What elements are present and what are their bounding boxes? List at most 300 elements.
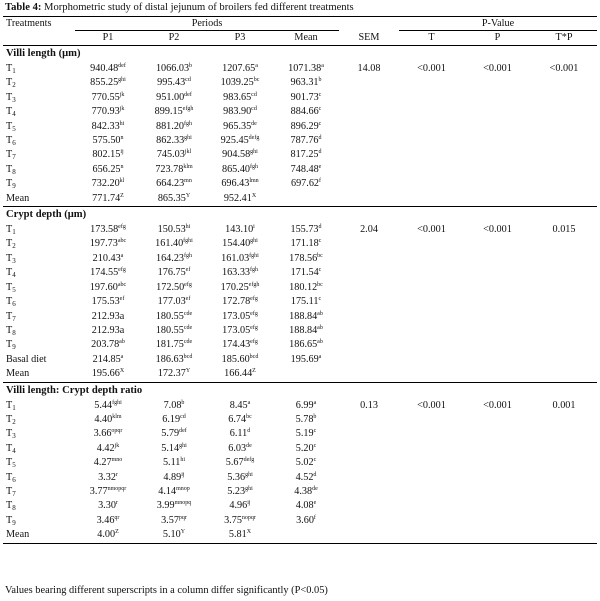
empty-cell <box>464 134 531 148</box>
header-p2: P2 <box>141 31 207 46</box>
empty-cell <box>464 456 531 470</box>
empty-cell <box>464 353 531 367</box>
empty-cell <box>531 237 597 251</box>
row-label <box>3 177 75 191</box>
empty-cell <box>464 281 531 295</box>
cell-value: 195.66 <box>91 368 120 380</box>
table-cell <box>141 237 207 251</box>
cell-value: 188.84 <box>289 310 318 322</box>
row-label-text: T <box>6 238 13 250</box>
cell-value: 180.55 <box>155 324 184 336</box>
table-cell <box>207 427 273 441</box>
table-cell <box>207 177 273 191</box>
row-label <box>3 514 75 528</box>
cell-value: 212.93a <box>91 324 125 336</box>
row-label-text: T <box>6 514 13 526</box>
row-label-text: T <box>6 310 13 322</box>
cell-value: 3.30 <box>98 500 116 512</box>
cell-value: 195.69 <box>290 353 319 365</box>
p-value-p: <0.001 <box>483 63 512 74</box>
row-label-text: T <box>6 267 13 279</box>
cell-value: 983.65 <box>223 91 252 103</box>
cell-value: 1066.03 <box>155 63 190 74</box>
table-cell <box>273 528 339 543</box>
table-cell <box>207 237 273 251</box>
table-cell <box>75 120 141 134</box>
cell-superscript: ab <box>317 339 323 346</box>
cell-value: 161.03 <box>221 252 250 264</box>
section-title-row <box>3 207 597 224</box>
row-label-text: T <box>6 178 13 190</box>
empty-cell <box>399 338 464 352</box>
cell-value: 214.85 <box>92 353 121 365</box>
cell-superscript: f <box>313 514 316 521</box>
cell-superscript: fghi <box>183 238 193 245</box>
row-label <box>3 237 75 251</box>
cell-superscript: Y <box>185 192 191 199</box>
table-cell <box>273 399 339 413</box>
table-cell <box>207 62 273 76</box>
cell-value: 173.58 <box>90 224 119 236</box>
row-label-subscript: 4 <box>12 446 16 455</box>
empty-cell <box>339 76 399 90</box>
row-label-text: Basal diet <box>6 353 47 365</box>
table-row <box>3 471 597 485</box>
table-cell <box>75 367 141 382</box>
cell-value: 4.38 <box>294 485 313 497</box>
row-label-text: T <box>6 339 13 351</box>
empty-cell <box>464 91 531 105</box>
table-cell <box>207 499 273 513</box>
cell-value: 7.08 <box>163 399 182 411</box>
cell-superscript: X <box>251 192 257 199</box>
table-caption-label: Table 4: <box>5 2 42 13</box>
cell-superscript: X <box>119 368 125 375</box>
empty-cell <box>464 148 531 162</box>
cell-value: 178.56 <box>289 252 318 264</box>
cell-value: 5.10 <box>162 529 181 541</box>
empty-cell <box>339 91 399 105</box>
cell-superscript: ghi <box>184 135 192 142</box>
row-label <box>3 62 75 76</box>
row-label <box>3 192 75 207</box>
cell-value: 3.99 <box>156 500 175 512</box>
cell-superscript: ghi <box>250 149 258 156</box>
empty-cell <box>399 192 464 207</box>
cell-superscript: ef <box>119 296 125 303</box>
empty-cell <box>464 427 531 441</box>
table-cell <box>207 353 273 367</box>
cell-superscript: c <box>318 238 322 245</box>
table-cell <box>141 471 207 485</box>
table-cell <box>75 499 141 513</box>
p-value-t: <0.001 <box>417 63 446 74</box>
cell-superscript: bc <box>317 252 323 259</box>
table-cell <box>75 338 141 352</box>
row-label <box>3 281 75 295</box>
cell-value: 575.50 <box>92 135 121 147</box>
empty-cell <box>531 76 597 90</box>
table-cell <box>273 105 339 119</box>
table-cell <box>75 413 141 427</box>
header-treatments: Treatments <box>3 17 75 31</box>
cell-superscript: def <box>179 428 187 435</box>
cell-superscript: a <box>120 252 124 259</box>
header-mean: Mean <box>273 31 339 46</box>
table-cell <box>141 62 207 76</box>
row-label-subscript: 8 <box>12 504 16 513</box>
cell-superscript: jk <box>114 442 120 449</box>
row-label-subscript: 7 <box>12 153 16 162</box>
table-cell <box>207 471 273 485</box>
cell-superscript: c <box>318 296 322 303</box>
empty-cell <box>399 237 464 251</box>
empty-cell <box>531 295 597 309</box>
table-cell <box>141 148 207 162</box>
cell-superscript: d <box>247 428 251 435</box>
row-label <box>3 485 75 499</box>
cell-value: 185.60 <box>221 353 250 365</box>
cell-value: 901.73 <box>290 91 319 103</box>
empty-cell <box>399 266 464 280</box>
cell-value: 881.20 <box>155 120 184 132</box>
table-cell <box>141 324 207 338</box>
header-p: P <box>464 31 531 46</box>
header-t: T <box>399 31 464 46</box>
table-cell <box>273 62 339 76</box>
table-row <box>3 177 597 191</box>
table-cell <box>75 192 141 207</box>
row-label <box>3 442 75 456</box>
row-label <box>3 76 75 90</box>
cell-value: 3.77 <box>89 485 108 497</box>
cell-superscript: ab <box>119 339 125 346</box>
empty-cell <box>399 120 464 134</box>
cell-value: 163.33 <box>221 267 250 279</box>
row-label <box>3 399 75 413</box>
table-row <box>3 105 597 119</box>
table-cell <box>273 76 339 90</box>
table-cell <box>273 266 339 280</box>
cell-superscript: efg <box>250 310 258 317</box>
cell-value: 899.15 <box>154 106 183 118</box>
cell-superscript: efgh <box>248 281 260 288</box>
cell-superscript: ij <box>181 471 185 478</box>
cell-superscript: bc <box>317 281 323 288</box>
cell-value: 940.48 <box>90 63 119 74</box>
table-row <box>3 324 597 338</box>
table-row <box>3 62 597 76</box>
table-cell <box>207 266 273 280</box>
cell-superscript: Y <box>180 529 186 536</box>
table-row <box>3 427 597 441</box>
section-title-row <box>3 46 597 63</box>
header-row-bottom <box>3 31 597 46</box>
empty-cell <box>339 456 399 470</box>
cell-value: 186.65 <box>289 339 318 351</box>
p-value-tp: 0.015 <box>552 224 576 236</box>
table-cell <box>273 148 339 162</box>
cell-value: 5.81 <box>228 529 247 541</box>
empty-cell <box>464 252 531 266</box>
cell-value: 161.40 <box>155 238 184 250</box>
empty-cell <box>399 134 464 148</box>
empty-cell <box>339 499 399 513</box>
cell-value: 5.19 <box>295 428 314 440</box>
row-label <box>3 324 75 338</box>
p-value-p: <0.001 <box>483 224 512 236</box>
table-cell <box>141 413 207 427</box>
cell-superscript: b <box>189 63 193 69</box>
row-label-text: Mean <box>6 192 30 204</box>
empty-cell <box>531 120 597 134</box>
table-cell <box>75 223 141 237</box>
empty-cell <box>531 163 597 177</box>
cell-superscript: jk <box>119 106 125 113</box>
section-title: Villi length: Crypt depth ratio <box>3 382 597 399</box>
cell-value: 745.03 <box>156 149 185 161</box>
table-row <box>3 76 597 90</box>
table-cell <box>273 252 339 266</box>
table-cell <box>207 105 273 119</box>
table-caption-text: Morphometric study of distal jejunum of broilers fed different treatments <box>41 2 354 13</box>
table-cell <box>141 442 207 456</box>
empty-cell <box>339 295 399 309</box>
empty-cell <box>464 310 531 324</box>
table-row <box>3 456 597 470</box>
table-row <box>3 237 597 251</box>
cell-value: 172.50 <box>156 281 185 293</box>
table-cell <box>75 237 141 251</box>
table-cell <box>273 413 339 427</box>
header-sem: SEM <box>339 31 399 46</box>
p-value-t: <0.001 <box>417 399 446 411</box>
cell-superscript: fgh <box>184 120 192 127</box>
row-label-text: T <box>6 224 13 236</box>
cell-value: 983.90 <box>223 106 252 118</box>
cell-value: 174.55 <box>90 267 119 279</box>
empty-cell <box>339 266 399 280</box>
empty-cell <box>399 514 464 528</box>
row-label-subscript: 1 <box>12 403 16 412</box>
cell-superscript: efg <box>118 267 126 274</box>
empty-cell <box>531 514 597 528</box>
table-cell <box>141 105 207 119</box>
table-cell <box>273 134 339 148</box>
empty-cell <box>339 163 399 177</box>
cell-value: 748.48 <box>290 163 319 175</box>
row-label-text: T <box>6 106 13 118</box>
row-label-subscript: 3 <box>12 95 16 104</box>
cell-superscript: def <box>118 63 126 69</box>
empty-cell <box>464 367 531 382</box>
cell-superscript: e <box>318 163 322 170</box>
table-cell <box>207 192 273 207</box>
empty-cell <box>531 456 597 470</box>
cell-value: 197.73 <box>89 238 118 250</box>
cell-value: 696.43 <box>221 178 250 190</box>
cell-superscript: c <box>313 442 317 449</box>
cell-value: 5.02 <box>295 457 314 469</box>
row-label-text: T <box>6 281 13 293</box>
cell-superscript: mno <box>111 457 123 464</box>
cell-value: 5.44 <box>94 399 113 411</box>
cell-superscript: d <box>318 224 322 231</box>
cell-value: 197.60 <box>89 281 118 293</box>
cell-superscript: de <box>312 485 318 492</box>
cell-value: 186.63 <box>155 353 184 365</box>
empty-cell <box>399 499 464 513</box>
empty-cell <box>339 177 399 191</box>
cell-value: 770.93 <box>91 106 120 118</box>
table-cell <box>207 456 273 470</box>
empty-cell <box>531 148 597 162</box>
row-label-subscript: 5 <box>12 124 16 133</box>
cell-superscript: c <box>318 106 322 113</box>
cell-superscript: nmopqr <box>107 485 127 492</box>
empty-cell <box>531 485 597 499</box>
row-label-text: T <box>6 163 13 175</box>
table-footnote: Values bearing different superscripts in a column differ significantly (P<0.05) <box>5 585 328 596</box>
table-cell <box>207 252 273 266</box>
cell-value: 4.27 <box>93 457 112 469</box>
row-label-text: T <box>6 149 13 161</box>
cell-superscript: def <box>184 91 192 98</box>
cell-value: 188.84 <box>289 324 318 336</box>
cell-superscript: abc <box>117 281 127 288</box>
table-cell <box>141 192 207 207</box>
table-cell <box>141 295 207 309</box>
empty-cell <box>399 105 464 119</box>
table-row <box>3 499 597 513</box>
row-label-text: T <box>6 413 13 425</box>
row-label-subscript: 4 <box>12 110 16 119</box>
table-cell <box>141 514 207 528</box>
table-cell <box>273 177 339 191</box>
empty-cell <box>531 310 597 324</box>
cell-value: 3.66 <box>93 428 112 440</box>
row-label <box>3 120 75 134</box>
header-periods: Periods <box>75 17 339 31</box>
empty-cell <box>339 134 399 148</box>
cell-value: 4.40 <box>94 413 113 425</box>
cell-value: 865.35 <box>157 192 186 204</box>
table-cell <box>141 427 207 441</box>
row-label-subscript: 5 <box>12 461 16 470</box>
cell-superscript: efg <box>250 296 258 303</box>
table-cell <box>141 353 207 367</box>
cell-value: 965.35 <box>223 120 252 132</box>
empty-cell <box>464 266 531 280</box>
empty-cell <box>531 471 597 485</box>
table-cell <box>207 338 273 352</box>
cell-superscript: c <box>313 457 317 464</box>
cell-value: 3.57 <box>161 514 179 526</box>
table-row <box>3 413 597 427</box>
cell-superscript: b <box>318 77 322 84</box>
cell-value: 212.93a <box>91 310 125 322</box>
cell-value: 4.52 <box>295 471 314 483</box>
cell-value: 171.54 <box>290 267 319 279</box>
cell-superscript: Z <box>252 368 256 375</box>
cell-superscript: d <box>318 135 322 142</box>
empty-cell <box>339 367 399 382</box>
cell-superscript: X <box>246 529 252 536</box>
table-cell <box>75 528 141 543</box>
table-cell <box>75 485 141 499</box>
cell-value: 203.78 <box>91 339 120 351</box>
table-body <box>3 46 597 544</box>
table-cell <box>75 310 141 324</box>
empty-cell <box>531 105 597 119</box>
table-cell <box>273 499 339 513</box>
empty-cell <box>399 91 464 105</box>
row-label-text: T <box>6 135 13 147</box>
row-label <box>3 266 75 280</box>
row-label <box>3 427 75 441</box>
row-label <box>3 134 75 148</box>
table-row <box>3 223 597 237</box>
row-label <box>3 338 75 352</box>
table-cell <box>207 91 273 105</box>
table-cell <box>141 177 207 191</box>
table-row <box>3 120 597 134</box>
table-cell <box>75 281 141 295</box>
empty-cell <box>464 499 531 513</box>
cell-superscript: ij <box>247 500 251 507</box>
cell-value: 1071.38 <box>288 63 322 74</box>
cell-value: 3.46 <box>96 514 115 526</box>
row-label <box>3 223 75 237</box>
table-cell <box>273 295 339 309</box>
empty-cell <box>339 514 399 528</box>
cell-value: 656.25 <box>92 163 121 175</box>
row-label-text: T <box>6 324 13 336</box>
table-cell <box>273 353 339 367</box>
row-label <box>3 148 75 162</box>
table-cell <box>207 514 273 528</box>
cell-value: 732.20 <box>91 178 120 190</box>
table-cell <box>273 120 339 134</box>
cell-superscript: ghi <box>250 238 258 245</box>
table-row <box>3 528 597 543</box>
empty-cell <box>399 281 464 295</box>
empty-cell <box>464 120 531 134</box>
table-cell <box>207 76 273 90</box>
table-cell <box>273 367 339 382</box>
table-cell <box>75 148 141 162</box>
cell-value: 6.19 <box>162 413 181 425</box>
table-cell <box>273 471 339 485</box>
cell-value: 664.23 <box>156 178 185 190</box>
cell-superscript: ghi <box>245 485 253 492</box>
sem-value: 14.08 <box>357 63 381 74</box>
empty-cell <box>339 471 399 485</box>
cell-superscript: hi <box>119 120 125 127</box>
cell-value: 175.53 <box>91 296 120 308</box>
cell-superscript: defg <box>243 457 255 464</box>
cell-superscript: lmn <box>249 178 259 185</box>
table-cell <box>207 324 273 338</box>
cell-value: 1207.65 <box>222 63 256 74</box>
table-cell <box>75 134 141 148</box>
row-label <box>3 163 75 177</box>
cell-value: 180.12 <box>289 281 318 293</box>
cell-superscript: de <box>246 442 252 449</box>
table-cell <box>75 353 141 367</box>
table-row <box>3 134 597 148</box>
cell-superscript: d <box>318 149 322 156</box>
